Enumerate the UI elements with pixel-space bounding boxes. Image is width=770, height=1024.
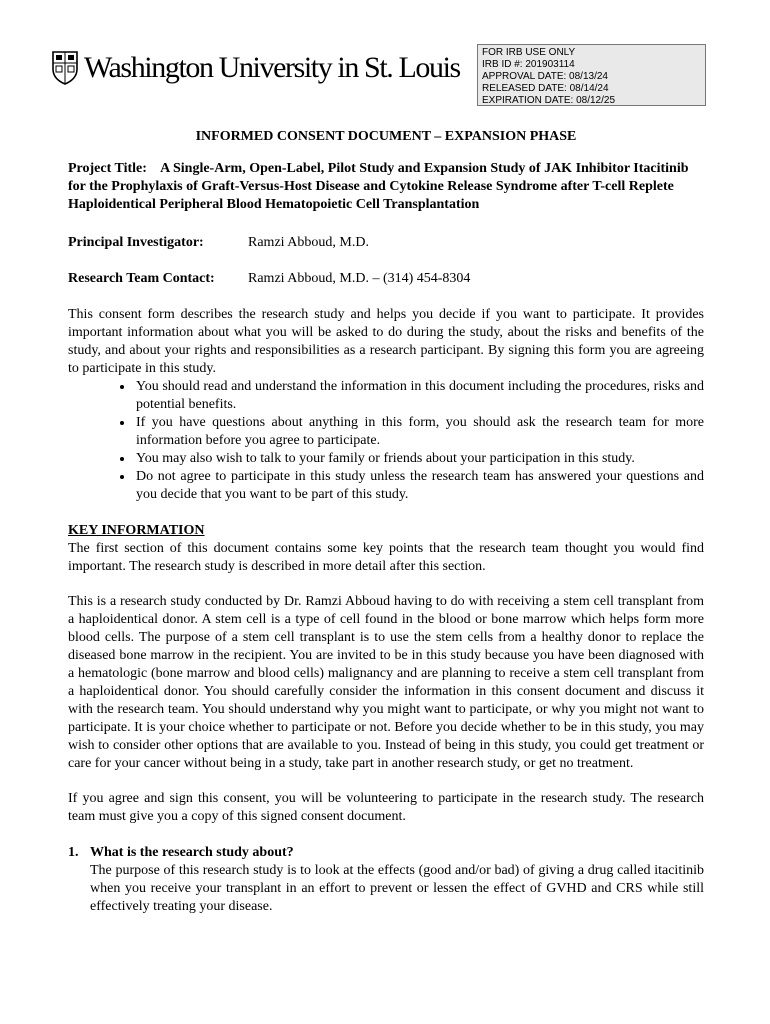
irb-expiration-date: EXPIRATION DATE: 08/12/25 [482, 95, 616, 106]
section-1-number: 1. [68, 845, 79, 860]
list-item: • If you have questions about anything in this form, you should ask the research team for more information before you agree to participate. [134, 414, 704, 450]
key-information-intro: The first section of this document contains some key points that the research team thought you would find important. The research study is described in more detail after this section. [68, 541, 704, 574]
project-title-text: A Single-Arm, Open-Label, Pilot Study and Expansion Study of JAK Inhibitor Itacitinib for the Prophylaxis of Graft-Versus-Host Disease and Cytokine Release Syndrome after T-cell Replete Haploidentical Peripheral Blood Hematopoietic Cell Transplantation [68, 161, 689, 212]
principal-investigator-label: Principal Investigator: [68, 235, 204, 250]
page-header [52, 44, 712, 110]
list-item: • Do not agree to participate in this study unless the research team has answered your questions and you decide that you want to be part of this study. [134, 468, 704, 504]
irb-line: FOR IRB USE ONLY [482, 47, 576, 58]
project-title-label: Project Title: [68, 161, 147, 176]
list-item: • You should read and understand the information in this document including the procedures, risks and potential benefits. [134, 378, 704, 414]
project-title-block [68, 160, 704, 214]
research-contact-row [68, 270, 704, 288]
intro-paragraph: This consent form describes the research study and helps you decide if you want to participate. It provides important information about what you will be asked to do during the study, about the risks and benefits of the study, and about your rights and responsibilities as a research participant. By signing this form you are agreeing to participate in this study. [68, 307, 704, 376]
agreement-paragraph: If you agree and sign this consent, you will be volunteering to participate in the research study. The research team must give you a copy of this signed consent document. [68, 791, 704, 824]
research-contact-value: Ramzi Abboud, M.D. – (314) 454-8304 [248, 271, 471, 286]
section-1-heading [68, 844, 704, 862]
irb-stamp [477, 44, 706, 106]
irb-released-date: RELEASED DATE: 08/14/24 [482, 83, 609, 94]
document-body [68, 128, 704, 916]
document-title: INFORMED CONSENT DOCUMENT – EXPANSION PHASE [195, 129, 577, 144]
guidance-list [68, 378, 704, 504]
research-contact-label: Research Team Contact: [68, 271, 215, 286]
list-item: • You may also wish to talk to your family or friends about your participation in this study. [134, 450, 704, 468]
key-information-paragraph: This is a research study conducted by Dr. Ramzi Abboud having to do with receiving a stem cell transplant from a haploidentical donor. A stem cell is a type of cell found in the blood or bone marrow which helps form more blood cells. The purpose of a stem cell transplant is to use the stem cells from a healthy donor to replace the diseased bone marrow in the recipient. You are invited to be in this study because you have been diagnosed with a hematologic (bone marrow and blood cells) malignancy and are planning to receive a stem cell transplant from a haploidentical donor. You should carefully consider the information in this consent document and discuss it with the research team. You should understand why you might want to participate, or why you might not want to participate. It is your choice whether to participate or not. Before you decide whether to be in this study, you may wish to consider other options that are available to you. Instead of being in this study, you could get treatment or care for your cancer without being in a study, take part in another research study, or get no treatment. [68, 594, 704, 771]
university-logo [52, 48, 460, 88]
key-information-heading: KEY INFORMATION [68, 523, 205, 538]
university-shield-icon [52, 51, 78, 85]
irb-id: IRB ID #: 201903114 [482, 59, 575, 70]
university-wordmark: Washington University in St. Louis [84, 51, 460, 84]
section-1-body: The purpose of this research study is to look at the effects (good and/or bad) of giving a drug called itacitinib when you receive your transplant in an effort to prevent or lessen the effect of GVHD and CRS while still effectively treating your disease. [90, 863, 704, 914]
principal-investigator-value: Ramzi Abboud, M.D. [248, 235, 369, 250]
principal-investigator-row [68, 234, 704, 252]
irb-approval-date: APPROVAL DATE: 08/13/24 [482, 71, 608, 82]
section-1-title: What is the research study about? [90, 845, 294, 860]
